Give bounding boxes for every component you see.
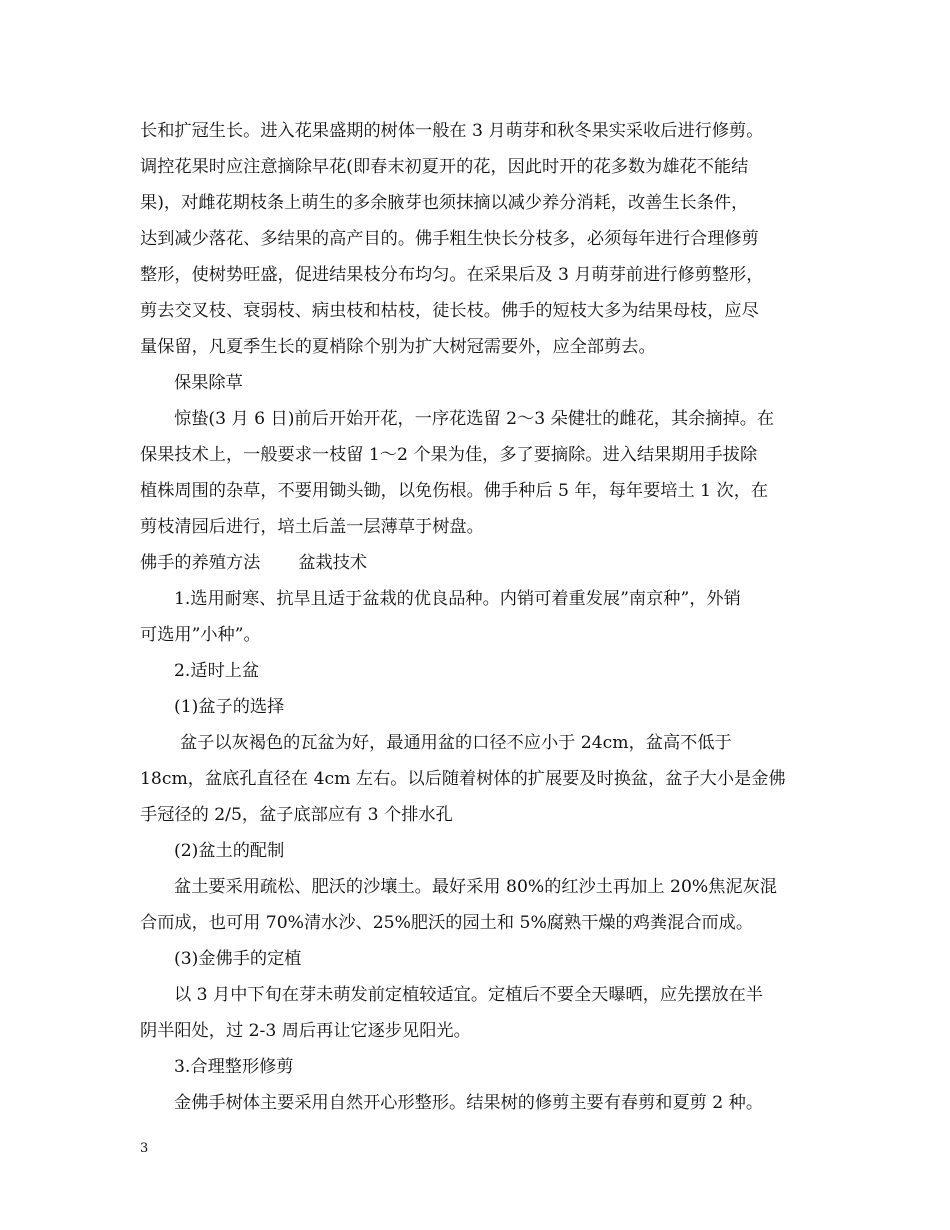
section-heading-row <box>140 545 812 581</box>
text-line: 保果技术上，一般要求一枝留 1～2 个果为佳，多了要摘除。进入结果期用手拔除 <box>140 445 758 465</box>
document-body <box>140 113 812 1121</box>
text-line: 盆子以灰褐色的瓦盆为好，最通用盆的口径不应小于 24cm，盆高不低于 <box>180 733 732 753</box>
text-line: 可选用”小种”。 <box>140 625 261 645</box>
text-line: 18cm，盆底孔直径在 4cm 左右。以后随着树体的扩展要及时换盆，盆子大小是金佛 <box>140 769 786 789</box>
section-heading-cultivation: 佛手的养殖方法 <box>140 553 261 573</box>
subheading-pot-selection: (1)盆子的选择 <box>174 697 285 717</box>
text-line: 调控花果时应注意摘除早花(即春末初夏开的花，因此时开的花多数为雄花不能结 <box>140 157 749 177</box>
text-line: 植株周围的杂草，不要用锄头锄，以免伤根。佛手种后 5 年，每年要培土 1 次，在 <box>140 481 769 501</box>
text-line: 剪枝清园后进行，培土后盖一层薄草于树盘。 <box>140 517 484 537</box>
list-item-3: 3.合理整形修剪 <box>174 1057 294 1077</box>
text-line: 量保留，凡夏季生长的夏梢除个别为扩大树冠需要外，应全部剪去。 <box>140 337 656 357</box>
text-line: 剪去交叉枝、衰弱枝、病虫枝和枯枝，徒长枝。佛手的短枝大多为结果母枝，应尽 <box>140 301 759 321</box>
text-line: 长和扩冠生长。进入花果盛期的树体一般在 3 月萌芽和秋冬果实采收后进行修剪。 <box>140 121 764 141</box>
list-item-1: 1.选用耐寒、抗旱且适于盆栽的优良品种。内销可着重发展”南京种”，外销 <box>174 589 741 609</box>
text-line: 合而成，也可用 70%清水沙、25%肥沃的园土和 5%腐熟干燥的鸡粪混合而成。 <box>140 913 754 933</box>
text-line: 惊蛰(3 月 6 日)前后开始开花，一序花选留 2～3 朵健壮的雌花，其余摘掉。在 <box>174 409 775 429</box>
text-line: 达到减少落花、多结果的高产目的。佛手粗生快长分枝多，必须每年进行合理修剪 <box>140 229 759 249</box>
section-heading-fruit-weeding: 保果除草 <box>174 373 243 393</box>
subheading-planting: (3)金佛手的定植 <box>174 949 302 969</box>
section-heading-potted: 盆栽技术 <box>298 553 368 573</box>
text-line: 整形，使树势旺盛，促进结果枝分布均匀。在采果后及 3 月萌芽前进行修剪整形， <box>140 265 764 285</box>
subheading-soil-mix: (2)盆土的配制 <box>174 841 285 861</box>
text-line: 阴半阳处，过 2-3 周后再让它逐步见阳光。 <box>140 1021 471 1041</box>
text-line: 以 3 月中下旬在芽未萌发前定植较适宜。定植后不要全天曝晒，应先摆放在半 <box>174 985 764 1005</box>
text-line: 盆土要采用疏松、肥沃的沙壤土。最好采用 80%的红沙土再加上 20%焦泥灰混 <box>174 877 777 897</box>
text-line: 果)，对雌花期枝条上萌生的多余腋芽也须抹摘以减少养分消耗，改善生长条件， <box>140 193 749 213</box>
text-line: 手冠径的 2/5，盆子底部应有 3 个排水孔 <box>140 805 453 825</box>
list-item-2: 2.适时上盆 <box>174 661 260 681</box>
page-number: 3 <box>140 1141 149 1156</box>
text-line: 金佛手树体主要采用自然开心形整形。结果树的修剪主要有春剪和夏剪 2 种。 <box>174 1093 764 1113</box>
